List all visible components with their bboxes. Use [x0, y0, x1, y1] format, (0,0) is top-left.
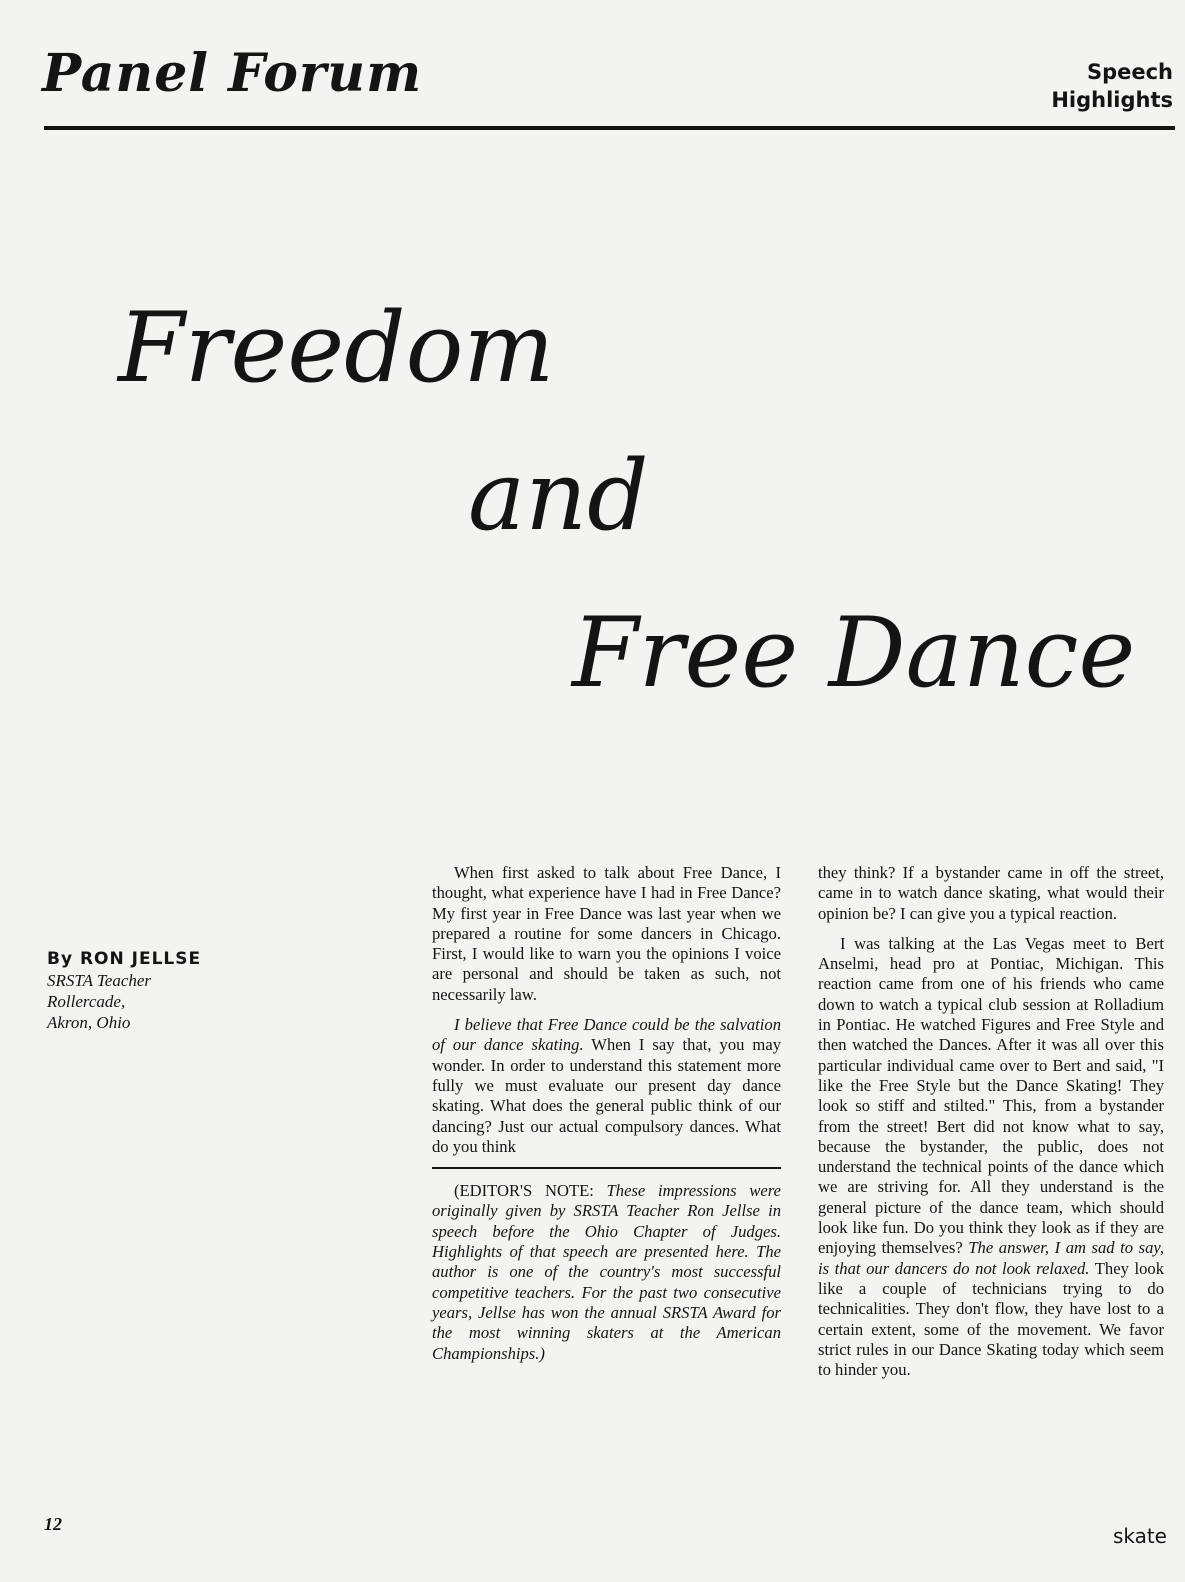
author-role: SRSTA Teacher — [47, 971, 152, 990]
editor-note-lead: (EDITOR'S NOTE: — [454, 1181, 607, 1201]
header-rule — [44, 126, 1175, 130]
title-and: and — [468, 440, 649, 552]
title-free-dance: Free Dance — [572, 597, 1136, 709]
editor-note — [432, 1181, 781, 1364]
paragraph-4-text-a: I was talking at the Las Vegas meet to Bert Anselmi, head pro at Pontiac, Michigan. This reaction came from one of his friends who came down to watch a typical club session at Rolladium in Pontiac. He watched Figures and Free Style and then watched the Dances. After it was all over this particular individual came over to Bert and said, "I like the Free Style but the Dance Skating! They look so stiff and stilted." This, from a bystander from the street! Bert did not know what to say, because the bystander, the public, does not understand the technical points of the dance which we are striving for. All they understand is the general picture of the dance team, which should look like fun. Do you think they look as if they are enjoying themselves? — [818, 933, 1164, 1258]
section-title: Panel Forum — [42, 43, 423, 104]
paragraph-4-emphasis: The answer, I am sad to say, is that our dancers do not look relaxed. — [818, 1238, 1164, 1278]
tag-line-1: Speech — [1086, 60, 1173, 84]
editor-note-text: These impressions were originally given by SRSTA Teacher Ron Jellse in speech before the Ohio Chapter of Judges. Highlights of that speech are presented here. The author is one of the country's most successful competitive teachers. For the past two consecutive years, Jellse has won the annual SRSTA Award for the most winning skaters at the American Championships.) — [432, 1181, 781, 1363]
paragraph-4-text-b: They look like a couple of technicians trying to do technicalities. They don't flow, they have lost to a certain extent, some of the movement. We favor strict rules in our Dance Skating today which seem to hinder you. — [818, 1258, 1165, 1380]
tag-line-2: Highlights — [1051, 88, 1173, 112]
author-location: Akron, Ohio — [47, 1013, 131, 1032]
paragraph-4 — [818, 934, 1164, 1381]
magazine-name: skate — [1112, 1524, 1167, 1548]
article-column-right — [818, 863, 1164, 1390]
byline — [47, 948, 201, 1033]
paragraph-2-text: When I say that, you may wonder. In order to understand this statement more fully we must evaluate our present day dance skating. What does the general public think of our dancing? Just our actual compulsory dances. What do you think — [432, 1035, 781, 1156]
paragraph-2 — [432, 1015, 781, 1157]
paragraph-3: they think? If a bystander came in off the street, came in to watch dance skating, what would their opinion be? I can give you a typical reaction. — [818, 863, 1164, 923]
title-freedom: Freedom — [118, 292, 555, 404]
editor-note-rule — [432, 1167, 781, 1169]
paragraph-2-emphasis: I believe that Free Dance could be the salvation of our dance skating. — [432, 1015, 781, 1055]
author-name: By RON JELLSE — [47, 949, 202, 969]
article-column-left — [432, 863, 781, 1374]
author-club: Rollercade, — [47, 992, 126, 1011]
paragraph-1: When first asked to talk about Free Dance, I thought, what experience have I had in Free Dance? My first year in Free Dance was last year when we prepared a routine for some dancers in Chicago. First, I would like to warn you the opinions I voice are personal and should be taken as such, not necessarily law. — [432, 863, 781, 1004]
speech-highlights-tag — [1051, 58, 1173, 114]
page-number: 12 — [44, 1514, 62, 1534]
